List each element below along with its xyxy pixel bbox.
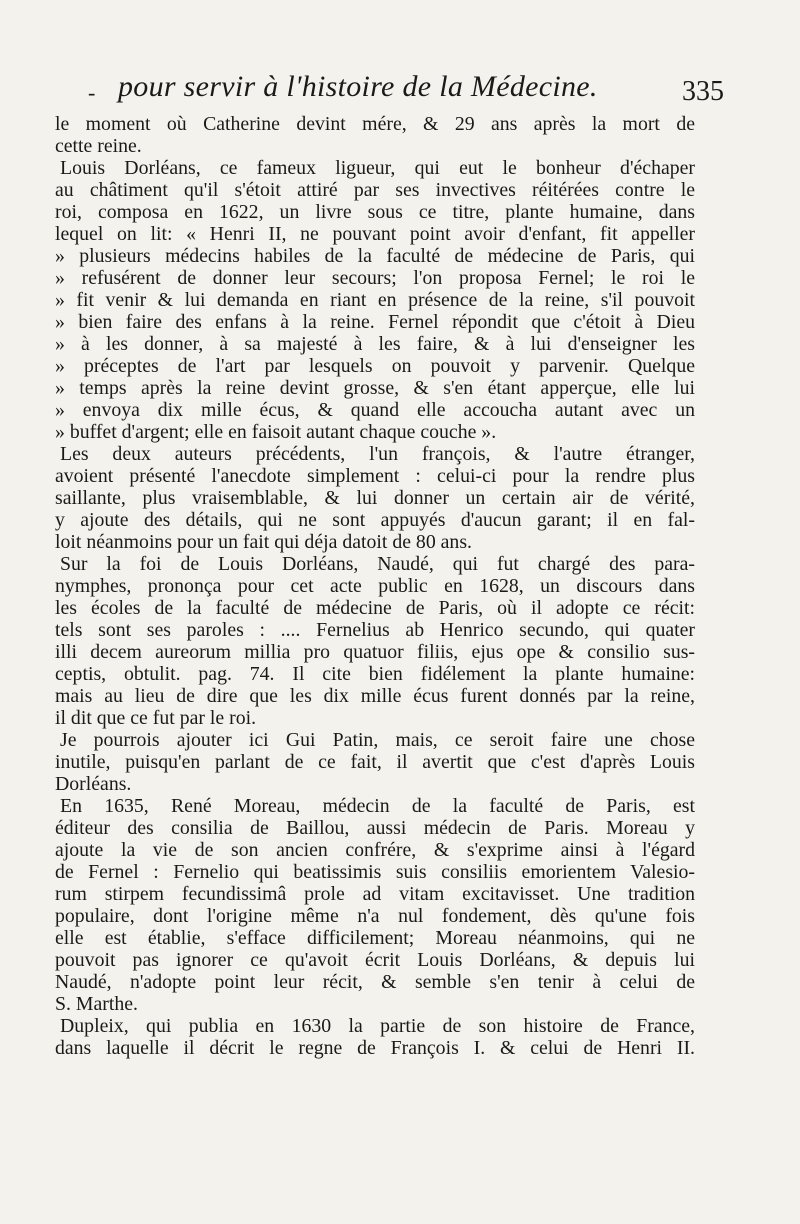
text-line: S. Marthe. (55, 993, 138, 1015)
running-head: pour servir à l'histoire de la Médecine. (118, 70, 598, 103)
header-dash: - (88, 80, 96, 105)
text-line: y ajoute des détails, qui ne sont appuyés d'aucun garant; il en fal- (55, 509, 695, 531)
page-header (80, 70, 724, 110)
text-line: dans laquelle il décrit le regne de François I. & celui de Henri II. (55, 1037, 695, 1059)
text-line: » préceptes de l'art par lesquels on pouvoit y parvenir. Quelque (55, 355, 695, 377)
text-line: les écoles de la faculté de médecine de Paris, où il adopte ce récit: (55, 597, 695, 619)
text-line: cette reine. (55, 135, 142, 157)
text-line: Dorléans. (55, 773, 132, 795)
page-number: 335 (682, 76, 724, 107)
text-line: ceptis, obtulit. pag. 74. Il cite bien fidélement la plante humaine: (55, 663, 695, 685)
text-line: illi decem aureorum millia pro quatuor filiis, ejus ope & consilio sus- (55, 641, 695, 663)
text-line: » plusieurs médecins habiles de la faculté de médecine de Paris, qui (55, 245, 695, 267)
text-line: » refusérent de donner leur secours; l'on proposa Fernel; le roi le (55, 267, 695, 289)
text-line: Je pourrois ajouter ici Gui Patin, mais, ce seroit faire une chose (60, 729, 695, 751)
text-line: » buffet d'argent; elle en faisoit autant chaque couche ». (55, 421, 497, 443)
text-line: rum stirpem fecundissimâ prole ad vitam excitavisset. Une tradition (55, 883, 695, 905)
text-line: avoient présenté l'anecdote simplement : celui-ci pour la rendre plus (55, 465, 695, 487)
text-line: Louis Dorléans, ce fameux ligueur, qui eut le bonheur d'échaper (60, 157, 695, 179)
text-line: lequel on lit: « Henri II, ne pouvant point avoir d'enfant, fit appeller (55, 223, 695, 245)
text-line: Dupleix, qui publia en 1630 la partie de son histoire de France, (60, 1015, 695, 1037)
text-line: mais au lieu de dire que les dix mille écus furent donnés par la reine, (55, 685, 695, 707)
text-line: inutile, puisqu'en parlant de ce fait, il avertit que c'est d'après Louis (55, 751, 695, 773)
text-line: ajoute la vie de son ancien confrére, & s'exprime ainsi à l'égard (55, 839, 695, 861)
text-line: Sur la foi de Louis Dorléans, Naudé, qui fut chargé des para- (60, 553, 695, 575)
text-line: de Fernel : Fernelio qui beatissimis suis consiliis emorientem Valesio- (55, 861, 695, 883)
text-line: » fit venir & lui demanda en riant en présence de la reine, s'il pouvoit (55, 289, 695, 311)
text-line: saillante, plus vraisemblable, & lui donner un certain air de vérité, (55, 487, 695, 509)
text-line: roi, composa en 1622, un livre sous ce titre, plante humaine, dans (55, 201, 695, 223)
text-line: » envoya dix mille écus, & quand elle accoucha autant avec un (55, 399, 695, 421)
text-line: » temps après la reine devint grosse, & s'en étant apperçue, elle lui (55, 377, 695, 399)
text-line: éditeur des consilia de Baillou, aussi médecin de Paris. Moreau y (55, 817, 695, 839)
text-line: elle est établie, s'efface difficilement; Moreau néanmoins, qui ne (55, 927, 695, 949)
text-line: Les deux auteurs précédents, l'un françois, & l'autre étranger, (60, 443, 695, 465)
text-line: En 1635, René Moreau, médecin de la faculté de Paris, est (60, 795, 695, 817)
text-line: nymphes, prononça pour cet acte public en 1628, un discours dans (55, 575, 695, 597)
text-line: au châtiment qu'il s'étoit attiré par ses invectives réitérées contre le (55, 179, 695, 201)
text-line: pouvoit pas ignorer ce qu'avoit écrit Louis Dorléans, & depuis lui (55, 949, 695, 971)
text-line: » bien faire des enfans à la reine. Fernel répondit que c'étoit à Dieu (55, 311, 695, 333)
text-line: il dit que ce fut par le roi. (55, 707, 257, 729)
text-line: populaire, dont l'origine même n'a nul fondement, dès qu'une fois (55, 905, 695, 927)
text-line: Naudé, n'adopte point leur récit, & semble s'en tenir à celui de (55, 971, 695, 993)
text-line: loit néanmoins pour un fait qui déja datoit de 80 ans. (55, 531, 472, 553)
text-line: tels sont ses paroles : .... Fernelius ab Henrico secundo, qui quater (55, 619, 695, 641)
text-line: » à les donner, à sa majesté à les faire, & à lui d'enseigner les (55, 333, 695, 355)
text-line: le moment où Catherine devint mére, & 29 ans après la mort de (55, 113, 695, 135)
body-text (55, 113, 695, 1059)
